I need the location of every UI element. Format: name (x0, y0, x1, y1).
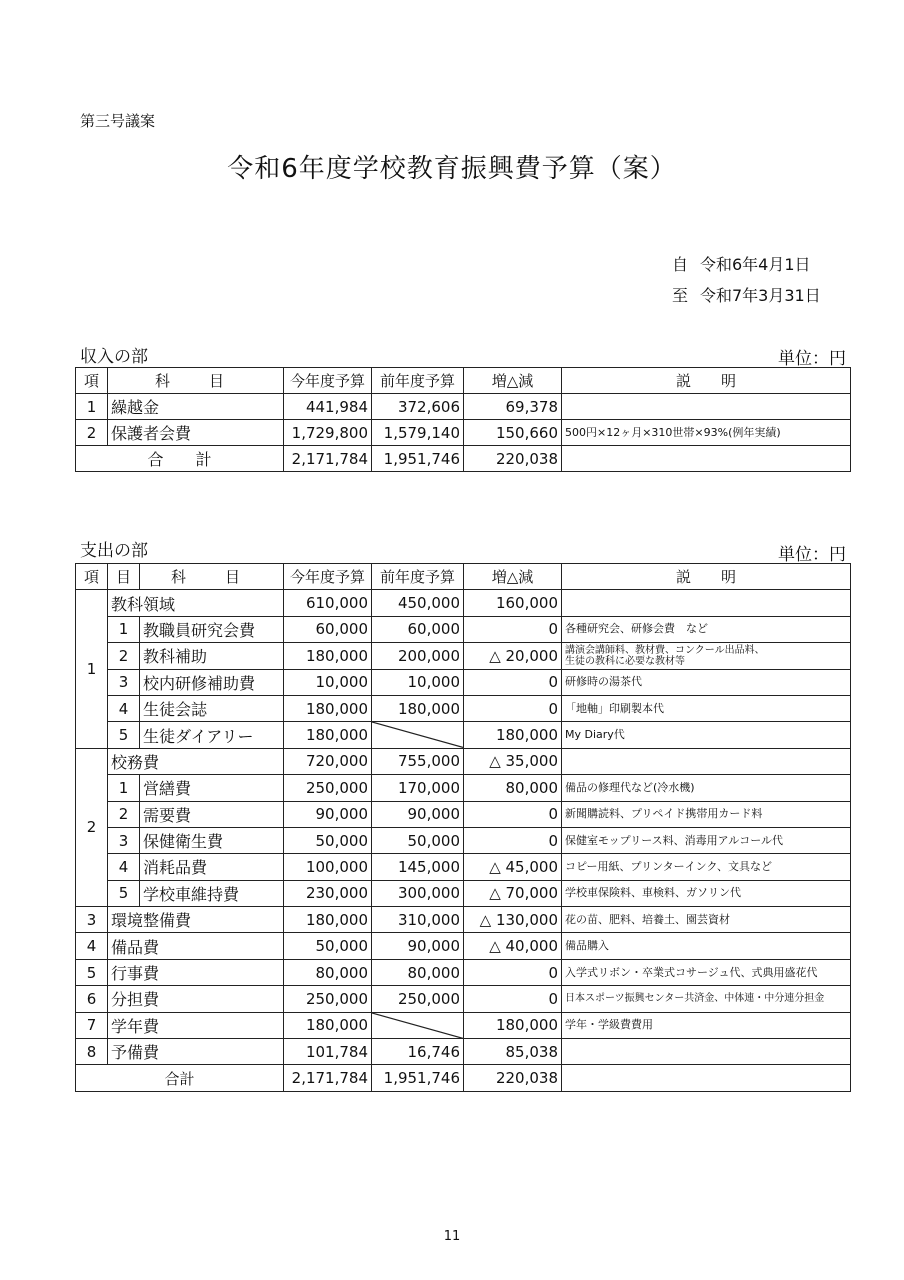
table-row (76, 394, 851, 420)
item-subject: 環境整備費 (108, 907, 284, 933)
sub-no: 2 (108, 643, 140, 669)
row-subject: 保護者会費 (108, 420, 284, 446)
table-row (76, 695, 851, 721)
item-subject: 備品費 (108, 933, 284, 959)
sub-current: 180,000 (284, 695, 372, 721)
income-section-title: 収入の部 (80, 347, 148, 367)
sub-description-line2: 生徒の教科に必要な教材等 (565, 655, 685, 667)
sub-no: 5 (108, 722, 140, 748)
sub-description: 研修時の湯茶代 (562, 669, 851, 695)
row-current: 1,729,800 (284, 420, 372, 446)
group-subject: 校務費 (108, 748, 284, 774)
total-label: 合計 (76, 1065, 284, 1091)
row-current: 441,984 (284, 394, 372, 420)
sub-diff: 0 (464, 695, 562, 721)
sub-previous: 90,000 (372, 801, 464, 827)
sub-no: 2 (108, 801, 140, 827)
sub-current: 50,000 (284, 827, 372, 853)
sub-subject: 保健衛生費 (140, 827, 284, 853)
sub-previous: 145,000 (372, 854, 464, 880)
item-previous: 16,746 (372, 1039, 464, 1065)
group-current: 720,000 (284, 748, 372, 774)
total-diff: 220,038 (464, 446, 562, 472)
period-end (672, 283, 821, 306)
row-no: 2 (76, 420, 108, 446)
sub-current: 10,000 (284, 669, 372, 695)
sub-description: 学校車保険料、車検料、ガソリン代 (562, 880, 851, 906)
sub-diff: △ 45,000 (464, 854, 562, 880)
item-current: 50,000 (284, 933, 372, 959)
item-previous: 310,000 (372, 907, 464, 933)
table-row (76, 643, 851, 669)
sub-previous: 170,000 (372, 775, 464, 801)
sub-subject: 教科補助 (140, 643, 284, 669)
header-subject: 科 目 (108, 368, 284, 394)
sub-no: 5 (108, 880, 140, 906)
sub-subject: 需要費 (140, 801, 284, 827)
sub-subject: 生徒ダイアリー (140, 722, 284, 748)
period-to-date: 令和7年3月31日 (700, 286, 821, 305)
sub-no: 4 (108, 695, 140, 721)
sub-diff: △ 20,000 (464, 643, 562, 669)
table-row (76, 854, 851, 880)
period-from-date: 令和6年4月1日 (700, 255, 811, 274)
item-description: 備品購入 (562, 933, 851, 959)
total-diff: 220,038 (464, 1065, 562, 1091)
row-diff: 150,660 (464, 420, 562, 446)
total-description (562, 1065, 851, 1091)
item-description (562, 1039, 851, 1065)
total-previous: 1,951,746 (372, 1065, 464, 1091)
expense-table (75, 563, 851, 1092)
sub-description: 「地軸」印刷製本代 (562, 695, 851, 721)
group-row (76, 590, 851, 616)
sub-diff: 80,000 (464, 775, 562, 801)
sub-diff: △ 70,000 (464, 880, 562, 906)
item-subject: 予備費 (108, 1039, 284, 1065)
sub-previous: 50,000 (372, 827, 464, 853)
income-unit-label: 単位：円 (778, 349, 846, 369)
header-diff: 増△減 (464, 564, 562, 590)
item-current: 101,784 (284, 1039, 372, 1065)
header-current: 今年度予算 (284, 368, 372, 394)
total-row (76, 1065, 851, 1091)
sub-no: 3 (108, 669, 140, 695)
item-description: 入学式リボン・卒業式コサージュ代、式典用盛花代 (562, 959, 851, 985)
diagonal-line-icon (372, 722, 463, 747)
sub-no: 1 (108, 775, 140, 801)
item-current: 180,000 (284, 907, 372, 933)
total-row (76, 446, 851, 472)
header-description: 説 明 (562, 564, 851, 590)
table-row (76, 801, 851, 827)
item-subject: 行事費 (108, 959, 284, 985)
sub-subject: 教職員研究会費 (140, 616, 284, 642)
item-description: 日本スポーツ振興センター共済金、中体連・中分連分担金 (562, 986, 851, 1012)
sub-diff: 0 (464, 827, 562, 853)
group-previous: 755,000 (372, 748, 464, 774)
sub-description-line1: 講演会講師料、教材費、コンクール出品料、 (565, 644, 765, 656)
table-row (76, 986, 851, 1012)
total-label: 合 計 (76, 446, 284, 472)
group-previous: 450,000 (372, 590, 464, 616)
table-row (76, 1012, 851, 1038)
diagonal-line-icon (372, 1013, 463, 1038)
header-item: 項 (76, 368, 108, 394)
item-previous: 90,000 (372, 933, 464, 959)
sub-subject: 消耗品費 (140, 854, 284, 880)
sub-no: 4 (108, 854, 140, 880)
table-row (76, 959, 851, 985)
row-description (562, 394, 851, 420)
table-row (76, 775, 851, 801)
income-table (75, 367, 851, 472)
item-description: 花の苗、肥料、培養土、園芸資材 (562, 907, 851, 933)
table-row (76, 669, 851, 695)
sub-description: 新聞購読料、プリペイド携帯用カード料 (562, 801, 851, 827)
sub-current: 90,000 (284, 801, 372, 827)
item-subject: 分担費 (108, 986, 284, 1012)
sub-current: 180,000 (284, 722, 372, 748)
group-description (562, 748, 851, 774)
group-subject: 教科領域 (108, 590, 284, 616)
item-previous: 250,000 (372, 986, 464, 1012)
sub-diff: 0 (464, 801, 562, 827)
sub-subject: 生徒会誌 (140, 695, 284, 721)
total-current: 2,171,784 (284, 1065, 372, 1091)
sub-diff: 0 (464, 616, 562, 642)
table-row (76, 420, 851, 446)
item-diff: 0 (464, 959, 562, 985)
table-header-row (76, 368, 851, 394)
expense-section-title: 支出の部 (80, 541, 148, 561)
group-diff: △ 35,000 (464, 748, 562, 774)
sub-description: My Diary代 (562, 722, 851, 748)
item-diff: △ 130,000 (464, 907, 562, 933)
table-row (76, 722, 851, 748)
header-sub: 目 (108, 564, 140, 590)
sub-description: 各種研究会、研修会費 など (562, 616, 851, 642)
sub-subject: 校内研修補助費 (140, 669, 284, 695)
item-current: 250,000 (284, 986, 372, 1012)
total-description (562, 446, 851, 472)
item-no: 6 (76, 986, 108, 1012)
row-description: 500円×12ヶ月×310世帯×93%(例年実績) (562, 420, 851, 446)
table-row (76, 880, 851, 906)
agenda-label: 第三号議案 (80, 112, 156, 130)
period-start (672, 252, 811, 275)
total-previous: 1,951,746 (372, 446, 464, 472)
table-row (76, 827, 851, 853)
sub-current: 250,000 (284, 775, 372, 801)
item-no: 7 (76, 1012, 108, 1038)
item-current: 180,000 (284, 1012, 372, 1038)
sub-current: 230,000 (284, 880, 372, 906)
header-description: 説 明 (562, 368, 851, 394)
header-subject: 科 目 (140, 564, 284, 590)
item-no: 5 (76, 959, 108, 985)
group-no: 2 (76, 748, 108, 906)
group-row (76, 748, 851, 774)
item-diff: 85,038 (464, 1039, 562, 1065)
item-description: 学年・学級費費用 (562, 1012, 851, 1038)
group-diff: 160,000 (464, 590, 562, 616)
group-no: 1 (76, 590, 108, 748)
sub-current: 180,000 (284, 643, 372, 669)
sub-previous: 10,000 (372, 669, 464, 695)
sub-previous: 300,000 (372, 880, 464, 906)
sub-diff: 0 (464, 669, 562, 695)
sub-no: 3 (108, 827, 140, 853)
row-no: 1 (76, 394, 108, 420)
item-current: 80,000 (284, 959, 372, 985)
item-diff: 180,000 (464, 1012, 562, 1038)
row-diff: 69,378 (464, 394, 562, 420)
item-diff: 0 (464, 986, 562, 1012)
table-header-row (76, 564, 851, 590)
sub-subject: 学校車維持費 (140, 880, 284, 906)
row-previous: 1,579,140 (372, 420, 464, 446)
item-no: 3 (76, 907, 108, 933)
period-from-label: 自 (672, 255, 689, 274)
page-title: 令和6年度学校教育振興費予算（案） (227, 154, 677, 184)
header-diff: 増△減 (464, 368, 562, 394)
item-previous: 80,000 (372, 959, 464, 985)
sub-no: 1 (108, 616, 140, 642)
sub-description: コピー用紙、プリンターインク、文具など (562, 854, 851, 880)
period-to-label: 至 (672, 286, 689, 305)
total-current: 2,171,784 (284, 446, 372, 472)
header-item: 項 (76, 564, 108, 590)
sub-diff: 180,000 (464, 722, 562, 748)
item-subject: 学年費 (108, 1012, 284, 1038)
expense-unit-label: 単位：円 (778, 545, 846, 565)
sub-current: 60,000 (284, 616, 372, 642)
sub-description: 備品の修理代など(冷水機) (562, 775, 851, 801)
group-current: 610,000 (284, 590, 372, 616)
sub-previous: 180,000 (372, 695, 464, 721)
sub-previous: 200,000 (372, 643, 464, 669)
table-row (76, 933, 851, 959)
item-diff: △ 40,000 (464, 933, 562, 959)
table-row (76, 616, 851, 642)
table-row (76, 1039, 851, 1065)
header-current: 今年度予算 (284, 564, 372, 590)
empty-slash-cell (372, 1012, 464, 1038)
header-previous: 前年度予算 (372, 564, 464, 590)
row-previous: 372,606 (372, 394, 464, 420)
table-row (76, 907, 851, 933)
header-previous: 前年度予算 (372, 368, 464, 394)
page-number: 11 (443, 1229, 461, 1244)
sub-previous: 60,000 (372, 616, 464, 642)
sub-current: 100,000 (284, 854, 372, 880)
sub-description (562, 643, 851, 669)
item-no: 4 (76, 933, 108, 959)
empty-slash-cell (372, 722, 464, 748)
group-description (562, 590, 851, 616)
item-no: 8 (76, 1039, 108, 1065)
row-subject: 繰越金 (108, 394, 284, 420)
sub-subject: 営繕費 (140, 775, 284, 801)
sub-description: 保健室モップリース料、消毒用アルコール代 (562, 827, 851, 853)
